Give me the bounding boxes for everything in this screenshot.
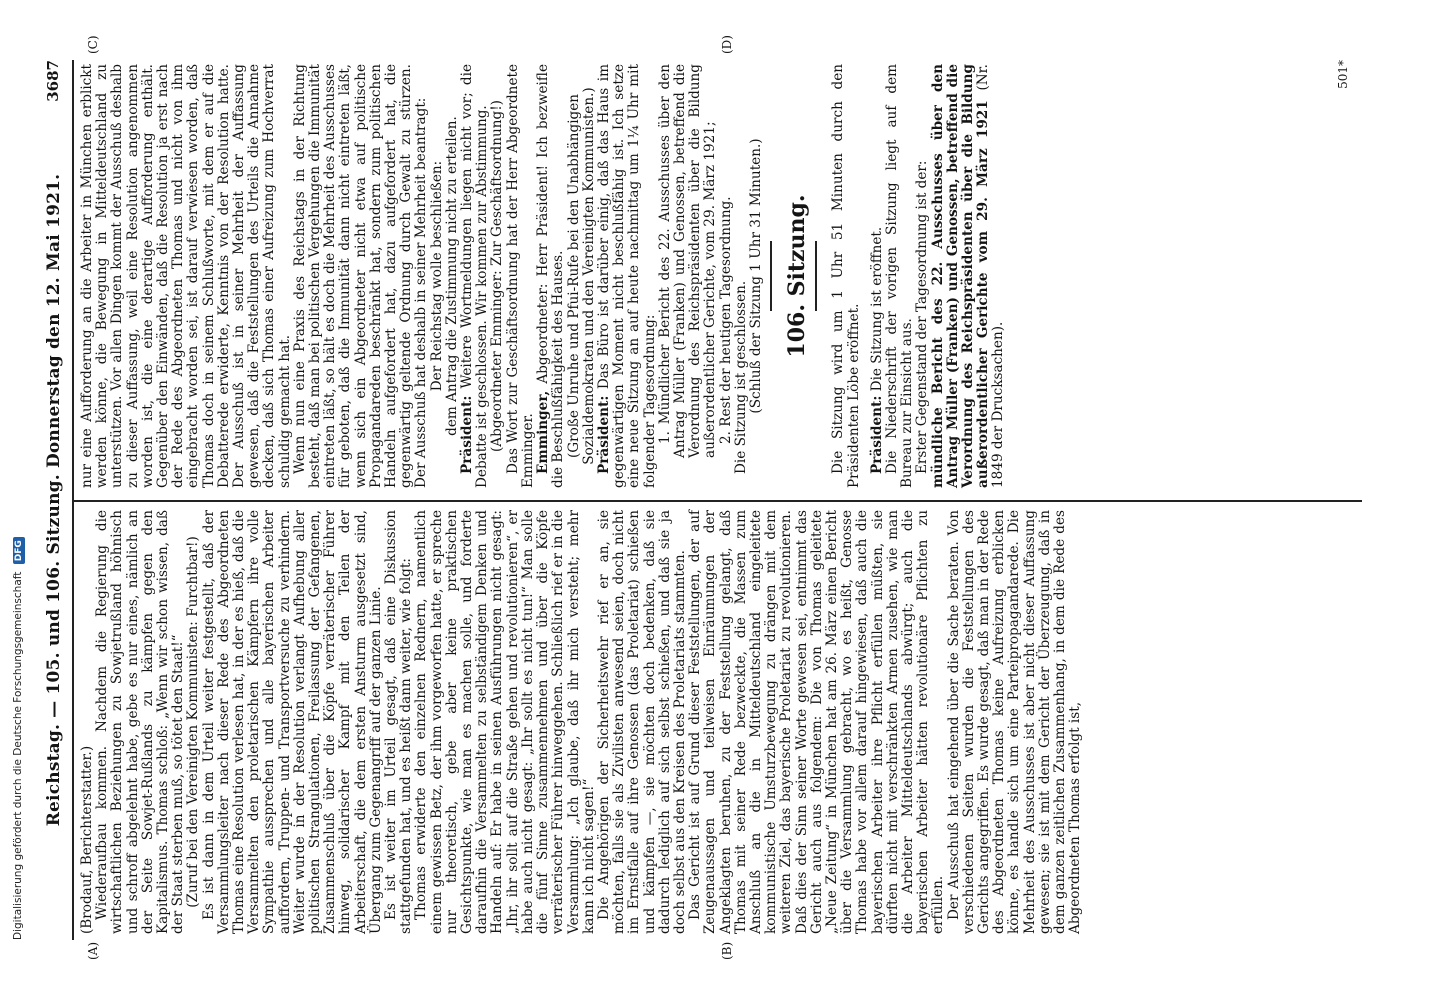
speaker-name: Emminger, [535,390,552,474]
agenda-subject-ref: (Nr. 1849 der Drucksachen). [975,64,1007,488]
page-number: 3687 [44,60,62,102]
left-column [80,510,1083,934]
speaker-name: Präsident: [459,395,476,474]
signature-mark: 501* [1336,60,1350,89]
paragraph: Es ist dann in dem Urteil weiter festgestellt, daß der Versammlungsleiter nach dieser Rede des Abgeordneten Thomas eine Resolution verlesen hat, in der es hieß, daß die Versammelten den proletarischen Kämpfern ihre volle Sympathie aussprechen und alle bayerischen Arbeiter auffordern, Truppen- und Transportversuche zu verhindern. Weiter wurde in der Resolution verlangt Aufhebung aller politischen Strangulationen, Freilassung der Gefangenen, Zusammenschluß über die Köpfe verräterischer Führer hinweg, solidarischer Kampf mit den Teilen der Arbeiterschaft, die dem ersten Ansturm ausgesetzt sind, Übergang zum Gegenangriff auf der ganzen Linie. [200,510,384,934]
agenda-subject [931,64,1007,488]
paragraph: Die Angehörigen der Sicherheitswehr rief er an, sie möchten, falls sie als Zivilisten anwesend seien, doch nicht im Ernstfalle auf ihre Genossen (das Proletariat) schießen und kämpfen —, sie möchten doch bedenken, daß sie dadurch lediglich auf sich selbst schießen, und daß sie ja doch selbst aus den Kreisen des Proletariats stammten. [595,510,688,934]
speech-emminger [536,64,566,488]
speech-text: Weitere Wortmeldungen liegen nicht vor; die Debatte ist geschlossen. Wir kommen zur Abstimmung. [459,63,491,488]
paragraph: Der Ausschuß hat eingehend über die Sache beraten. Von verschiedenen Seiten wurden die Feststellungen des Gerichts angegriffen. Es wurde gesagt, daß man in der Rede des Abgeordneten Thomas keine Aufreizung erblicken könne, es handle sich um eine Parteipropagandarede. Die Mehrheit des Ausschusses ist aber nicht dieser Auffassung gewesen; sie ist mit dem Gericht der Überzeugung, daß in dem ganzen zeitlichen Zusammenhang, in dem die Rede des Abgeordneten Thomas erfolgt ist, [945,510,1084,934]
closing-line: Die Sitzung ist geschlossen. [732,280,749,474]
paragraph: Wenn nun eine Praxis des Reichstags in der Richtung besteht, daß man bei politischen Vergehungen die Immunität eintreten läßt, so hält es doch die Mehrheit des Ausschusses für geboten, daß die Immunität dann nicht eintreten läßt, wenn sich ein Abgeordneter nicht etwa auf politische Propagandareden beschränkt hat, sondern zum politischen Handeln aufgefordert hat, dazu aufgefordert hat, die gegenwärtig geltende Ordnung durch Gewalt zu stürzen. Der Ausschuß hat deshalb in seiner Mehrheit beantragt: [291,64,430,488]
opening-line: Die Sitzung wird um 1 Uhr 51 Minuten durch den Präsidenten Löbe eröffnet. [830,64,862,488]
closing-time: (Schluß der Sitzung 1 Uhr 31 Minuten.) [747,138,764,414]
funding-note-text: Digitalisierung gefördert durch die Deutsche Forschungsgemeinschaft [12,571,24,940]
margin-marker-d: (D) [720,35,734,54]
speech-text: Die Sitzung ist eröffnet. [868,226,885,392]
motion-intro: Der Reichstag wolle beschließen: [428,160,445,392]
speaker-name: Präsident: [595,395,612,474]
interjection: (Große Unruhe und Pfui-Rufe bei den Unabhängigen Sozialdemokraten und den Vereinigten Kommunisten.) [565,87,597,465]
margin-marker-c: (C) [86,35,100,54]
speech-praesident-3 [870,64,885,488]
margin-marker-b: (B) [720,941,734,960]
paragraph: Das Gericht ist auf Grund dieser Feststellungen, der auf Zeugenaussagen und teilweisen Einräumungen der Angeklagten beruhen, zu der Feststellung gelangt, daß Thomas mit seiner Rede bezweckte, die Massen zum Anschluß an die in Mitteldeutschland eingeleitete kommunistische Umsturzbewegung zu drängen mit dem weiteren Ziel, das bayerische Proletariat zu revolutionieren. Daß dies der Sinn seiner Worte gewesen sei, entnimmt das Gericht auch aus folgendem: Die von Thomas geleitete „Neue Zeitung“ in München hat am 26. März einen Bericht über die Versammlung gebracht, wo es heißt, Genosse Thomas habe vor allem darauf hingewiesen, daß auch die bayerischen Arbeiter ihre Pflicht erfüllen müßten, sie dürften nicht mit verschränkten Armen zusehen, wie man die Arbeiter Mitteldeutschlands abwürgt; auch die bayerischen Arbeiter hätten revolutionäre Pflichten zu erfüllen. [687,510,947,934]
paragraph: Das Wort zur Geschäftsordnung hat der Herr Abgeordnete Emminger. [504,64,536,488]
speech-text: Abgeordneter: Herr Präsident! Ich bezweifle die Beschlußfähigkeit des Hauses. [535,64,567,488]
speech-praesident-2 [597,64,658,488]
motion-text: dem Antrag die Zustimmung nicht zu erteilen. [443,116,460,436]
paragraph: Wiederaufbau kommen. Nachdem die Regierung die wirtschaftlichen Beziehungen zu Sowjetrußland höhnisch und schroff abgelehnt habe, gebe es nur eines, nämlich an der Seite Sowjet-Rußlands zu kämpfen gegen den Kapitalismus. Thomas schloß: „Wenn wir schon wissen, daß der Staat sterben muß, so tötet den Staat!“ [94,510,187,934]
paragraph: Erster Gegenstand der Tagesordnung ist der: [914,160,931,474]
right-column [80,64,1007,488]
speaker-line: (Brodauf, Berichterstatter.) [79,745,95,934]
paragraph: Die Niederschrift der vorigen Sitzung liegt auf dem Bureau zur Einsicht aus. [883,64,916,488]
agenda-item: 2. Rest der heutigen Tagesordnung. [717,196,734,444]
dfg-logo: DFG [13,537,25,564]
speech-praesident-1 [460,64,490,488]
session-title: 106. Sitzung. [784,194,811,358]
page-header [44,60,66,940]
funding-note [12,537,25,940]
paragraph: nur eine Aufforderung an die Arbeiter in München erblickt werden könne, die Bewegung in Mitteldeutschland zu unterstützen. Vor allen Dingen kommt der Ausschuß deshalb zu dieser Auffassung, weil eine Resolution angenommen worden ist, die eine derartige Aufforderung enthält. Gegenüber den Einwänden, daß die Resolution ja erst nach der Rede des Abgeordneten Thomas und nicht von ihm eingebracht worden sei, ist darauf verwiesen worden, daß Thomas doch in seinem Schlußworte, mit dem er auf die Debatterede erwiderte, Kenntnis von der Resolution hatte. Der Ausschuß ist in seiner Mehrheit der Auffassung gewesen, daß die Feststellungen des Urteils die Annahme decken, daß sich Thomas einer Aufreizung zum Hochverrat schuldig gemacht hat. [79,64,293,488]
speaker-name: Präsident: [868,395,885,474]
agenda-item: 1. Mündlicher Bericht des 22. Ausschusses über den Antrag Müller (Franken) und Genossen, betreffend die Verordnung des Reichspräsidenten über die Bildung außerordentlicher Gerichte, vom 29. März 1921; [656,64,719,458]
agenda-subject-bold: mündliche Bericht des 22. Ausschusses über den Antrag Müller (Franken) und Genossen, betreffend die Verordnung des Reichspräsidenten über die Bildung außerordentlicher Gerichte vom 29. März 1921 [929,64,992,488]
paragraph: Thomas erwiderte den einzelnen Rednern, namentlich einem gewissen Betz, der ihm vorgeworfen hatte, er spreche nur theoretisch, gebe aber keine praktischen Gesichtspunkte, wie man es machen solle, und forderte daraufhin die Versammelten zu selbständigem Denken und Handeln auf: Er habe in seinen Ausführungen nicht gesagt: „Ihr, ihr sollt auf die Straße gehen und revolutionieren“, er habe auch nicht gesagt: „Ihr sollt es nicht tun!“ Man solle die fünf Sinne zusammennehmen und über die Köpfe verräterischer Führer hinweggehen. Schließlich rief er in die Versammlung: „Ich glaube, daß ihr mich versteht; mehr kann ich nicht sagen!“ [413,510,597,934]
section-rule [815,241,817,311]
section-rule [770,241,772,311]
interjection: (Abgeordneter Emminger: Zur Geschäftsordnung!) [489,100,506,452]
margin-marker-a: (A) [86,941,100,960]
interjection: (Zuruf bei den Vereinigten Kommunisten: Furchtbar!) [185,536,202,908]
paragraph: Es ist weiter im Urteil gesagt, daß eine Diskussion stattgefunden hat, und es heißt dann weiter, wie folgt: [383,510,415,934]
running-title: Reichstag. — 105. und 106. Sitzung. Donnerstag den 12. Mai 1921. [44,173,64,827]
column-divider [72,500,1362,502]
speech-text: Das Büro ist darüber einig, daß das Haus im gegenwärtigen Moment nicht beschlußfähig ist. Ich setze eine neue Sitzung an auf heute nachmittag um 1¼ Uhr mit folgender Tagesordnung: [595,64,658,488]
